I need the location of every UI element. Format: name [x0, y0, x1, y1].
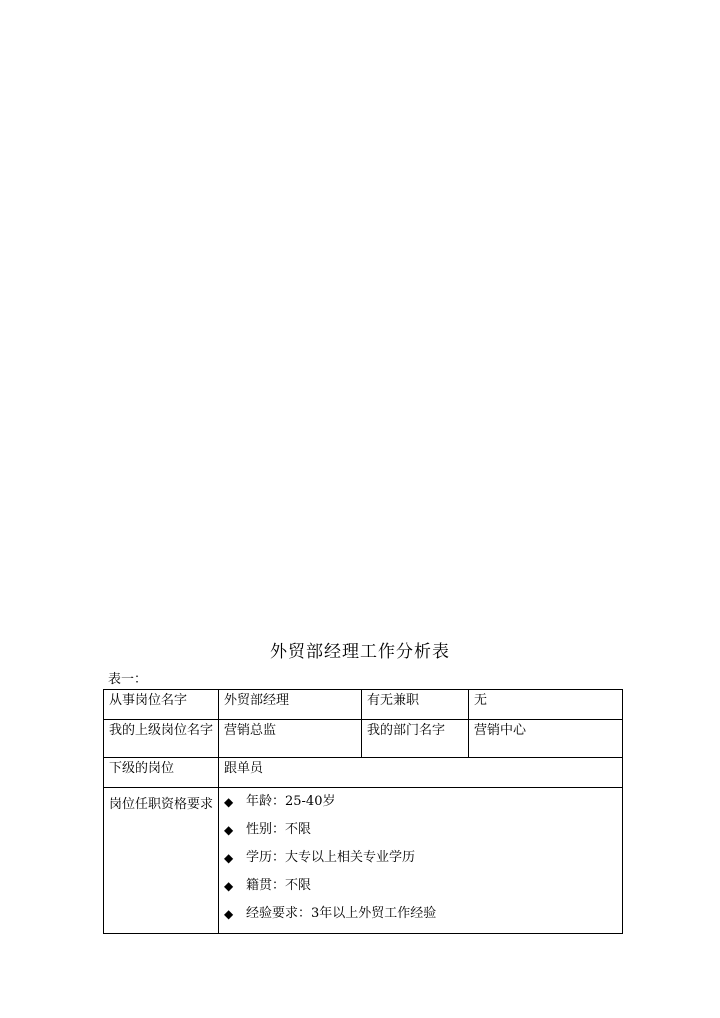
requirement-origin: 籍贯：不限: [246, 878, 312, 893]
requirements-list: [224, 791, 617, 931]
table-row-requirements: [104, 788, 623, 934]
superior-position-value: 营销总监: [219, 720, 362, 758]
position-name-value: 外贸部经理: [219, 690, 362, 720]
list-item: [224, 903, 617, 931]
superior-position-label: 我的上级岗位名字: [104, 720, 219, 758]
list-item: [224, 819, 617, 847]
diamond-bullet-icon: ◆: [224, 907, 234, 921]
subordinate-position-value: 跟单员: [219, 758, 623, 788]
requirement-experience: 经验要求：3年以上外贸工作经验: [246, 906, 437, 921]
requirement-education: 学历：大专以上相关专业学历: [246, 850, 416, 865]
table-row-superior: [104, 720, 623, 758]
department-name-label: 我的部门名字: [362, 720, 469, 758]
diamond-bullet-icon: ◆: [224, 795, 234, 809]
table-row-subordinate: [104, 758, 623, 788]
diamond-bullet-icon: ◆: [224, 851, 234, 865]
job-analysis-table: [103, 689, 623, 934]
subordinate-position-label: 下级的岗位: [104, 758, 219, 788]
position-name-label: 从事岗位名字: [104, 690, 219, 720]
department-name-value: 营销中心: [469, 720, 623, 758]
part-time-value: 无: [469, 690, 623, 720]
table-caption: 表一：: [108, 672, 148, 687]
requirement-gender: 性别：不限: [246, 822, 312, 837]
list-item: [224, 875, 617, 903]
diamond-bullet-icon: ◆: [224, 823, 234, 837]
requirements-cell: [219, 788, 623, 934]
requirement-age: 年龄：25-40岁: [246, 794, 336, 809]
requirements-label: 岗位任职资格要求: [104, 788, 219, 934]
table-row-position: [104, 690, 623, 720]
list-item: [224, 847, 617, 875]
diamond-bullet-icon: ◆: [224, 879, 234, 893]
document-title: 外贸部经理工作分析表: [270, 642, 450, 662]
part-time-label: 有无兼职: [362, 690, 469, 720]
list-item: [224, 791, 617, 819]
